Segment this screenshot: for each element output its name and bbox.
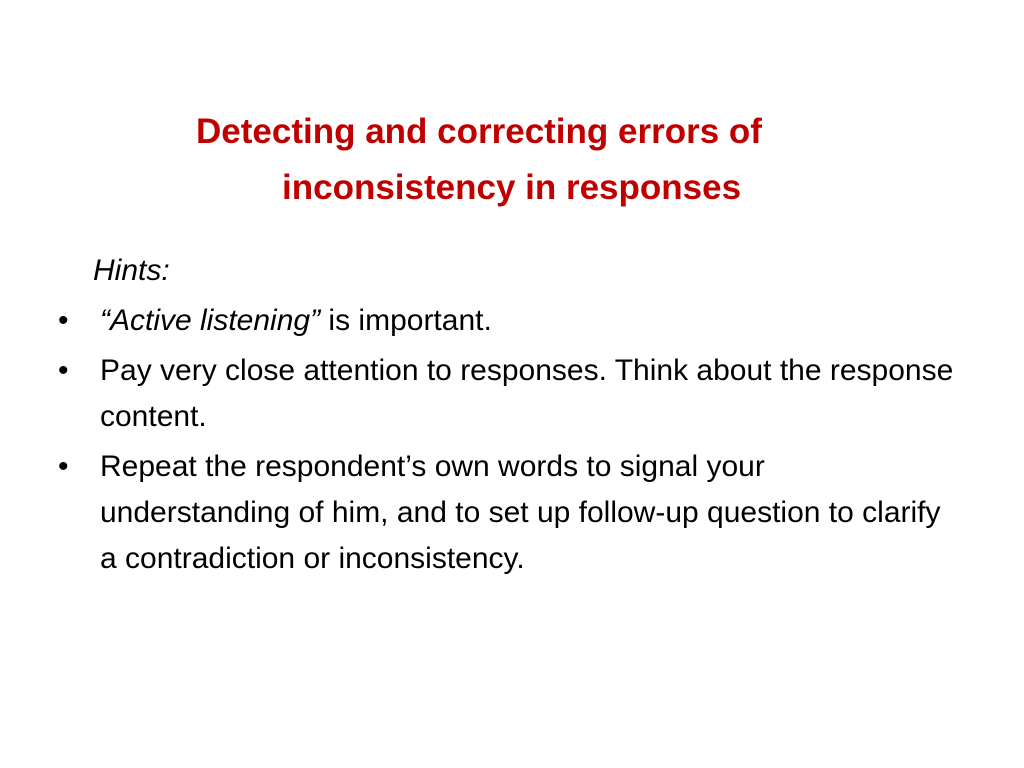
bullet-text: Repeat the respondent’s own words to signal your understanding of him, and to set up follow-up question to clarify a contradiction or inconsistency. xyxy=(100,450,941,575)
bullet-italic-text: “Active listening” xyxy=(100,304,321,337)
bullet-dot-icon: • xyxy=(58,304,69,337)
bullet-dot-icon: • xyxy=(58,354,69,387)
bullet-item-repeat-words xyxy=(58,444,958,582)
hints-label: Hints: xyxy=(93,254,170,287)
bullet-item-active-listening xyxy=(58,298,958,344)
slide-title xyxy=(196,104,896,216)
bullet-item-pay-attention xyxy=(58,348,958,440)
bullet-dot-icon: • xyxy=(58,450,69,483)
slide-title-line1: Detecting and correcting errors of xyxy=(196,112,762,151)
slide-body xyxy=(58,248,958,586)
bullet-text: Pay very close attention to responses. Think about the response content. xyxy=(100,354,954,433)
bullet-text: is important. xyxy=(320,304,492,337)
slide-title-line2: inconsistency in responses xyxy=(282,168,742,207)
